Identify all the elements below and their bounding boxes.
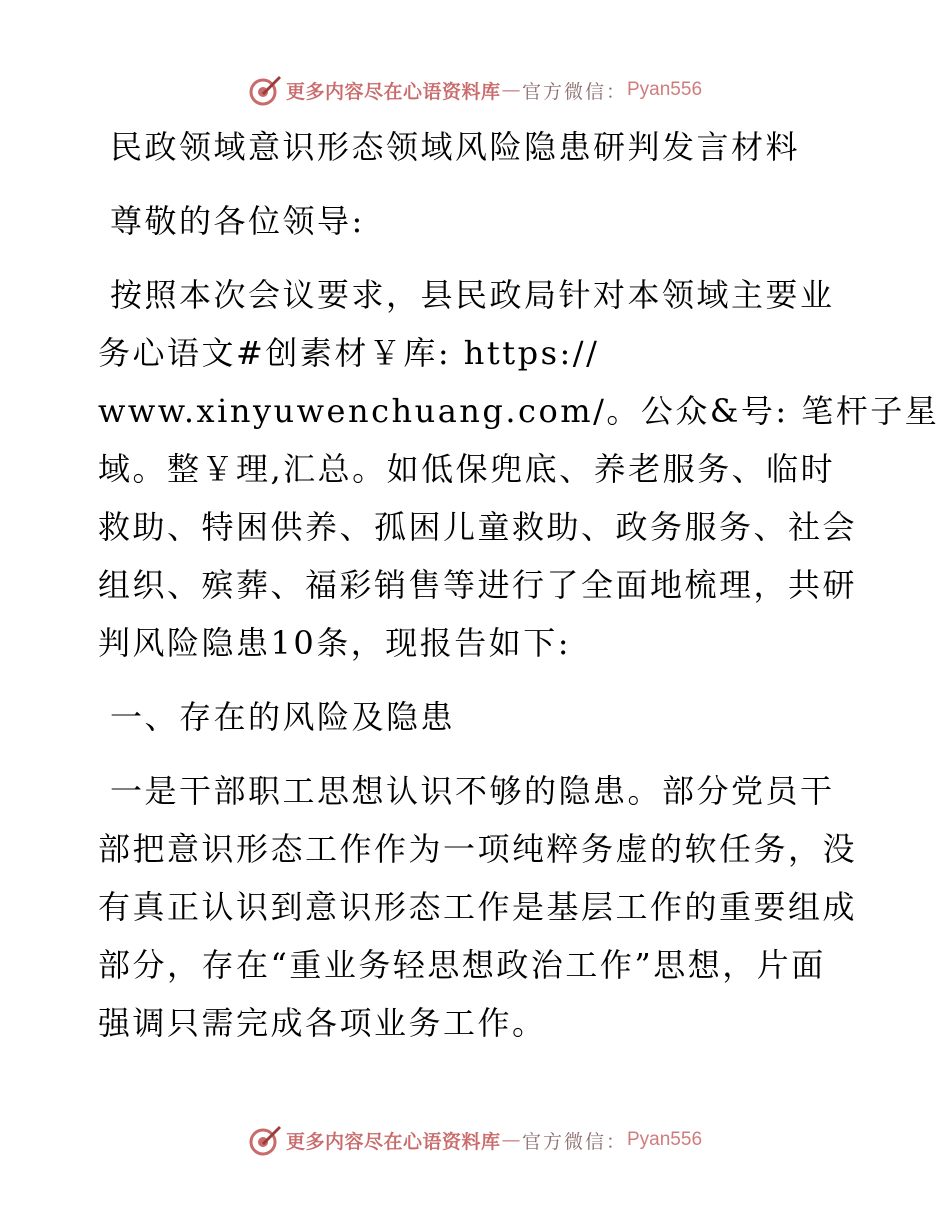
paragraph-line: 判风险隐患10条，现报告如下:: [98, 624, 572, 662]
salutation: 尊敬的各位领导:: [110, 202, 365, 240]
document-body: [98, 118, 940, 1052]
paragraph-line: 按照本次会议要求，县民政局针对本领域主要业: [110, 276, 835, 314]
paragraph-line: 务心语文#创素材￥库: https://: [98, 334, 600, 372]
paragraph-line: 组织、殡葬、福彩销售等进行了全面地梳理，共研: [98, 566, 858, 604]
pen-logo-icon: [248, 1123, 282, 1157]
paragraph-line: 强调只需完成各项业务工作。: [98, 1004, 547, 1042]
watermark-footer: [0, 1120, 950, 1160]
paragraph-line: 域。整￥理,汇总。如低保兜底、养老服务、临时: [98, 450, 836, 488]
paragraph-line: 有真正认识到意识形态工作是基层工作的重要组成: [98, 888, 858, 926]
paragraph-line: 部把意识形态工作作为一项纯粹务虚的软任务，没: [98, 830, 858, 868]
paragraph-line: 一是干部职工思想认识不够的隐患。部分党员干: [110, 772, 835, 810]
section-heading: 一、存在的风险及隐患: [110, 698, 456, 736]
watermark-separator: —: [501, 79, 521, 101]
watermark-wechat-id: Pyan556: [627, 79, 703, 100]
watermark-header: [0, 70, 950, 110]
paragraph-risk-1: [98, 762, 858, 1052]
watermark-brand: 更多内容尽在心语资料库: [285, 80, 501, 103]
paragraph-line: 部分，存在“重业务轻思想政治工作”思想，片面: [98, 946, 826, 984]
watermark-separator: —: [501, 1129, 521, 1151]
pen-logo-icon: [248, 73, 282, 107]
paragraph-intro: [98, 266, 940, 672]
document-title: 民政领域意识形态领域风险隐患研判发言材料: [110, 128, 801, 166]
watermark-official: 官方微信：: [521, 80, 627, 103]
paragraph-line: www.xinyuwenchuang.com/。公众&号: 笔杆子星: [98, 392, 940, 430]
paragraph-line: 救助、特困供养、孤困儿童救助、政务服务、社会: [98, 508, 858, 546]
watermark-wechat-id: Pyan556: [627, 1129, 703, 1150]
watermark-official: 官方微信：: [521, 1130, 627, 1153]
watermark-brand: 更多内容尽在心语资料库: [285, 1130, 501, 1153]
